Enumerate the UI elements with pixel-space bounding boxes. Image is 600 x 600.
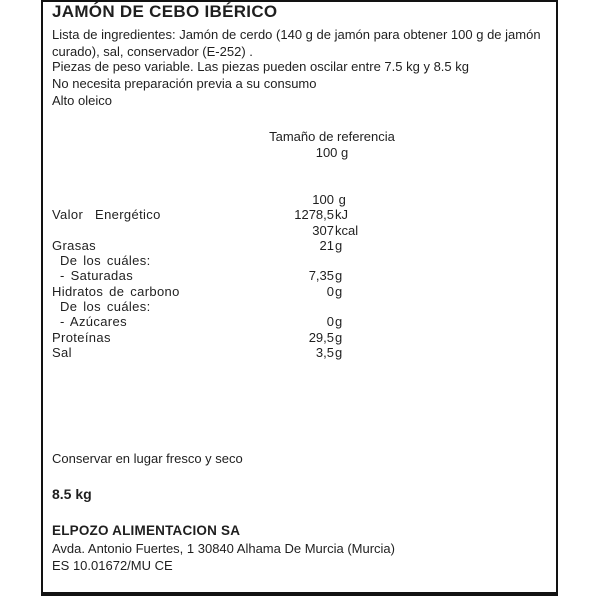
product-title: JAMÓN DE CEBO IBÉRICO — [52, 2, 278, 21]
nutrition-value: 7,35 — [308, 268, 334, 284]
nutrition-unit: g — [335, 283, 343, 299]
nutrition-label: Valor Energético — [52, 207, 161, 223]
nutrition-row-fat — [52, 238, 522, 253]
nutrition-unit: g — [335, 329, 343, 345]
nutrition-unit: g — [335, 268, 343, 284]
nutrition-row-of-which-fat — [52, 253, 522, 268]
oleic-note: Alto oleico — [52, 93, 112, 108]
nutrition-row-carbohydrate — [52, 284, 522, 299]
nutrition-label: - Azúcares — [60, 314, 127, 330]
manufacturer-address: Avda. Antonio Fuertes, 1 30840 Alhama De Murcia (Murcia) — [52, 541, 395, 556]
preparation-note: No necesita preparación previa a su consumo — [52, 76, 317, 91]
nutrition-row-column-header — [52, 192, 522, 207]
nutrition-row-salt — [52, 345, 522, 360]
nutrition-unit: g — [335, 192, 346, 207]
nutrition-value: 0 — [326, 314, 334, 330]
nutrition-row-sugars — [52, 314, 522, 329]
product-label-box — [41, 0, 558, 596]
nutrition-row-energy-kcal — [52, 223, 522, 238]
manufacturer-name: ELPOZO ALIMENTACION SA — [52, 523, 241, 538]
nutrition-value: 0 — [326, 283, 334, 299]
nutrition-row-of-which-carbs — [52, 299, 522, 314]
nutrition-label: Grasas — [52, 237, 97, 253]
storage-note: Conservar en lugar fresco y seco — [52, 451, 243, 466]
nutrition-label: Sal — [52, 344, 72, 360]
nutrition-value: 21 — [319, 237, 334, 253]
nutrition-row-protein — [52, 330, 522, 345]
nutrition-unit: kJ — [335, 207, 348, 223]
reference-size-title: Tamaño de referencia — [269, 129, 395, 144]
variable-weight-note: Piezas de peso variable. Las piezas pueden oscilar entre 7.5 kg y 8.5 kg — [52, 59, 469, 74]
nutrition-value: 3,5 — [315, 344, 334, 360]
nutrition-unit: kcal — [335, 222, 359, 238]
nutrition-value: 29,5 — [308, 329, 334, 345]
nutrition-label: De los cuáles: — [60, 299, 151, 315]
nutrition-unit: g — [335, 237, 343, 253]
nutrition-label: De los cuáles: — [60, 253, 151, 269]
nutrition-row-saturates — [52, 268, 522, 283]
nutrition-value: 100 — [312, 192, 334, 207]
nutrition-row-energy-kj — [52, 207, 522, 222]
nutrition-unit: g — [335, 314, 343, 330]
nutrition-label: Proteínas — [52, 329, 111, 345]
reference-size-value: 100 g — [315, 145, 349, 160]
nutrition-label: Hidratos de carbono — [52, 283, 180, 299]
nutrition-value: 307 — [312, 222, 334, 238]
nutrition-value: 1278,5 — [294, 207, 334, 223]
nutrition-unit: g — [335, 344, 343, 360]
net-weight: 8.5 kg — [52, 486, 92, 502]
nutrition-label: - Saturadas — [60, 268, 134, 284]
nutrition-table — [52, 192, 522, 360]
ingredients-text: Lista de ingredientes: Jamón de cerdo (140 g de jamón para obtener 100 g de jamón curado), sal, conservador (E-252) . — [52, 27, 541, 59]
manufacturer-registration: ES 10.01672/MU CE — [52, 558, 173, 573]
